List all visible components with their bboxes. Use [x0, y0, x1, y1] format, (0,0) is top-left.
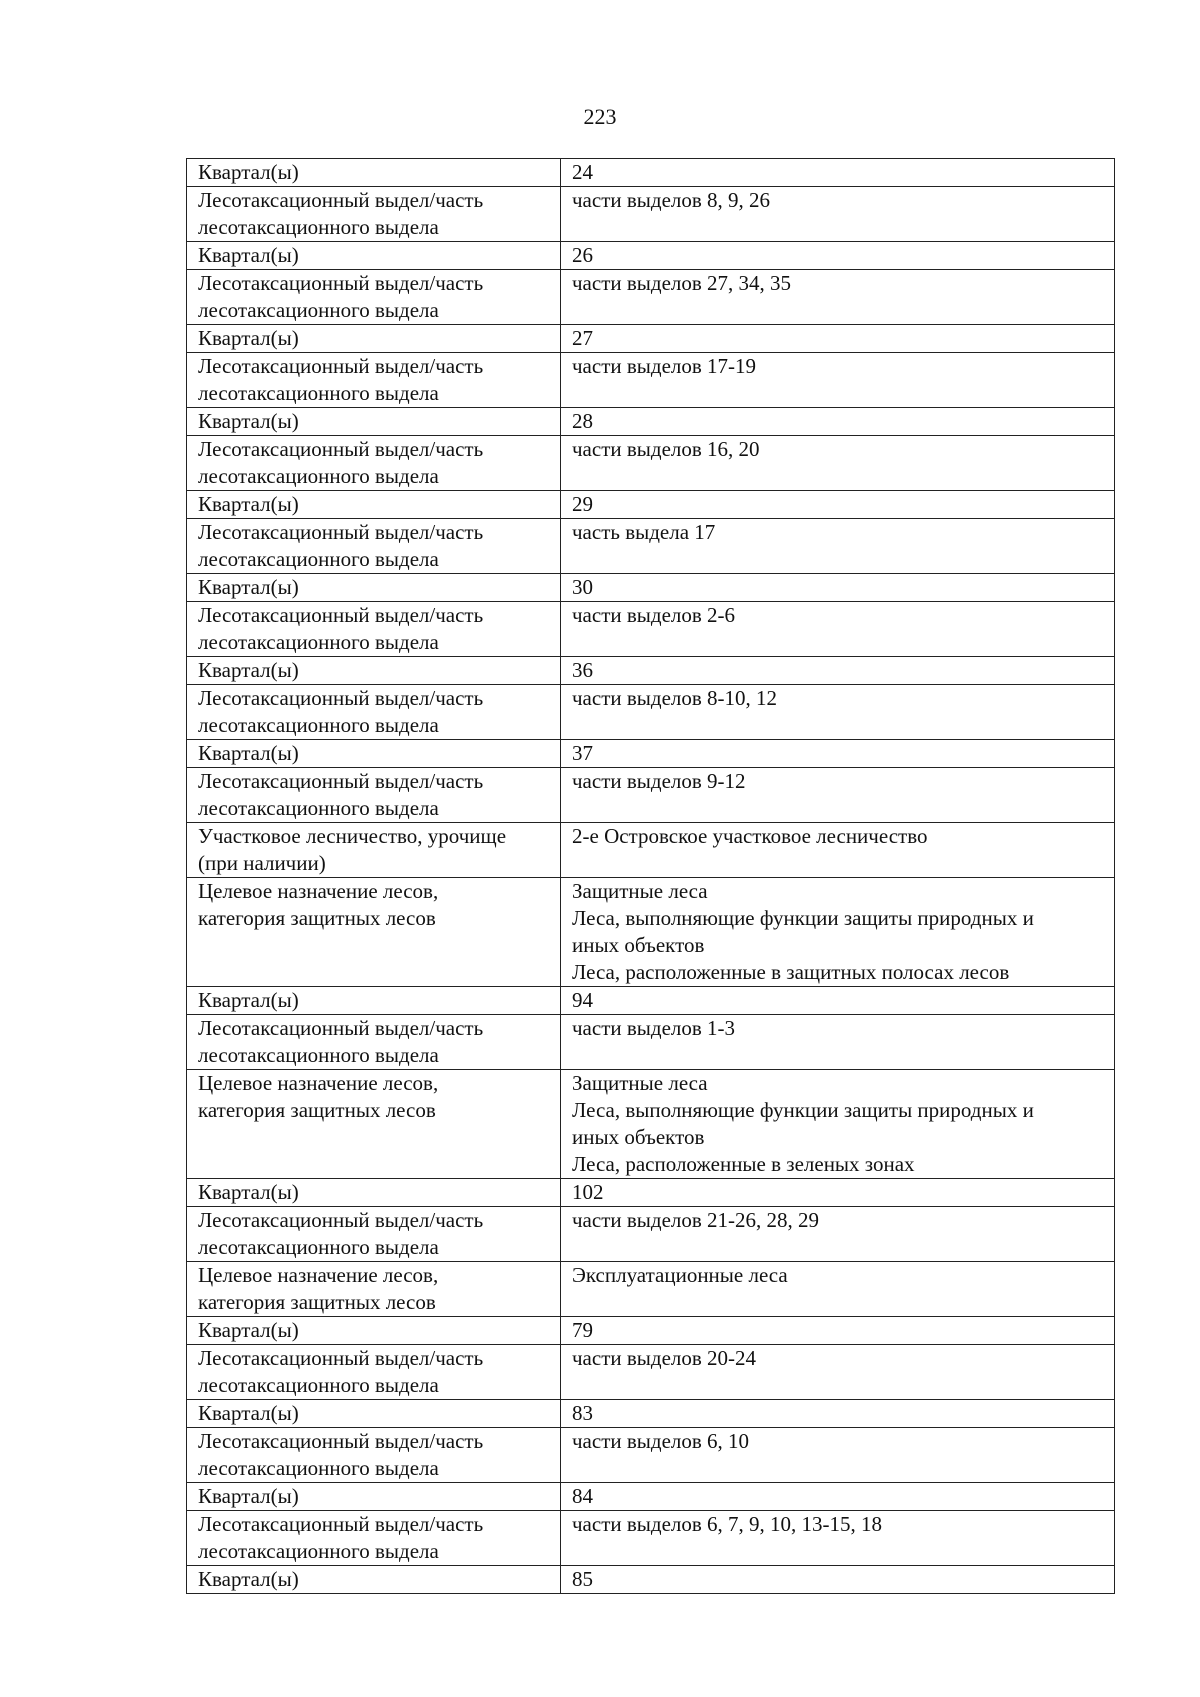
row-label-line: Лесотаксационный выдел/часть [198, 1429, 484, 1453]
row-label-cell [187, 657, 561, 685]
row-value-line: 29 [572, 492, 593, 516]
row-value-cell [561, 159, 1115, 187]
row-label-line: лесотаксационного выдела [198, 630, 439, 654]
row-value-cell [561, 1400, 1115, 1428]
row-value-cell [561, 685, 1115, 740]
table-row [187, 987, 1115, 1015]
row-label-line: Квартал(ы) [198, 160, 299, 184]
row-value-line: 83 [572, 1401, 593, 1425]
row-value-line: 24 [572, 160, 593, 184]
table-row [187, 657, 1115, 685]
row-value-line: части выделов 1-3 [572, 1016, 736, 1040]
forest-parcels-table [186, 158, 1115, 1594]
row-label-cell [187, 1345, 561, 1400]
row-value-cell [561, 657, 1115, 685]
table-row [187, 1345, 1115, 1400]
row-value-cell [561, 408, 1115, 436]
row-value-line: Леса, выполняющие функции защиты природных и [572, 1098, 1034, 1122]
row-value-line: 85 [572, 1567, 593, 1591]
row-value-line: 28 [572, 409, 593, 433]
row-value-cell [561, 1070, 1115, 1179]
row-value-cell [561, 242, 1115, 270]
row-value-line: 37 [572, 741, 593, 765]
row-label-line: лесотаксационного выдела [198, 796, 439, 820]
table-row [187, 602, 1115, 657]
row-label-cell [187, 270, 561, 325]
row-label-cell [187, 740, 561, 768]
table-row [187, 1317, 1115, 1345]
table-row [187, 823, 1115, 878]
row-value-cell [561, 519, 1115, 574]
row-label-line: Квартал(ы) [198, 658, 299, 682]
row-label-line: категория защитных лесов [198, 1098, 436, 1122]
row-label-line: Лесотаксационный выдел/часть [198, 437, 484, 461]
table-row [187, 1262, 1115, 1317]
row-label-cell [187, 436, 561, 491]
row-value-line: части выделов 2-6 [572, 603, 736, 627]
table-row [187, 353, 1115, 408]
row-label-line: лесотаксационного выдела [198, 1235, 439, 1259]
row-label-line: Квартал(ы) [198, 988, 299, 1012]
row-label-line: Квартал(ы) [198, 1484, 299, 1508]
row-value-cell [561, 1179, 1115, 1207]
row-value-cell [561, 878, 1115, 987]
table-row [187, 1483, 1115, 1511]
row-value-line: иных объектов [572, 1125, 705, 1149]
row-value-line: 27 [572, 326, 593, 350]
row-label-cell [187, 1400, 561, 1428]
row-value-line: Защитные леса [572, 1071, 708, 1095]
row-label-line: Лесотаксационный выдел/часть [198, 769, 484, 793]
table-row [187, 1566, 1115, 1594]
row-label-cell [187, 574, 561, 602]
table-row [187, 1015, 1115, 1070]
row-value-line: части выделов 9-12 [572, 769, 746, 793]
table-row [187, 1207, 1115, 1262]
row-label-line: Квартал(ы) [198, 1318, 299, 1342]
row-label-line: лесотаксационного выдела [198, 298, 439, 322]
row-label-cell [187, 1566, 561, 1594]
row-value-cell [561, 1428, 1115, 1483]
row-label-line: категория защитных лесов [198, 906, 436, 930]
row-value-line: части выделов 8, 9, 26 [572, 188, 771, 212]
row-value-line: 26 [572, 243, 593, 267]
table-row [187, 740, 1115, 768]
row-label-cell [187, 823, 561, 878]
table-row [187, 491, 1115, 519]
row-label-cell [187, 242, 561, 270]
row-label-line: Целевое назначение лесов, [198, 1071, 439, 1095]
row-label-line: Квартал(ы) [198, 741, 299, 765]
table-row [187, 1428, 1115, 1483]
row-label-cell [187, 1179, 561, 1207]
row-value-line: части выделов 27, 34, 35 [572, 271, 792, 295]
table-row [187, 1070, 1115, 1179]
row-label-cell [187, 353, 561, 408]
row-label-cell [187, 685, 561, 740]
row-value-line: части выделов 21-26, 28, 29 [572, 1208, 820, 1232]
table-row [187, 1400, 1115, 1428]
row-label-line: Лесотаксационный выдел/часть [198, 520, 484, 544]
row-label-line: Квартал(ы) [198, 492, 299, 516]
row-label-line: Целевое назначение лесов, [198, 879, 439, 903]
row-value-line: части выделов 6, 7, 9, 10, 13-15, 18 [572, 1512, 883, 1536]
row-label-line: Лесотаксационный выдел/часть [198, 271, 484, 295]
row-label-cell [187, 1262, 561, 1317]
row-label-cell [187, 1015, 561, 1070]
row-value-line: части выделов 20-24 [572, 1346, 757, 1370]
row-value-line: Леса, расположенные в защитных полосах лесов [572, 960, 1010, 984]
row-value-cell [561, 1345, 1115, 1400]
row-label-line: Квартал(ы) [198, 1567, 299, 1591]
row-value-line: 84 [572, 1484, 593, 1508]
row-label-line: Квартал(ы) [198, 243, 299, 267]
row-value-line: 102 [572, 1180, 604, 1204]
row-label-cell [187, 408, 561, 436]
row-value-line: части выделов 6, 10 [572, 1429, 750, 1453]
table-row [187, 574, 1115, 602]
table-row [187, 408, 1115, 436]
table-row [187, 685, 1115, 740]
row-label-line: Лесотаксационный выдел/часть [198, 1346, 484, 1370]
page-number: 223 [583, 104, 617, 129]
row-label-line: лесотаксационного выдела [198, 1373, 439, 1397]
row-label-cell [187, 1511, 561, 1566]
row-label-cell [187, 325, 561, 353]
row-value-line: 94 [572, 988, 593, 1012]
row-label-line: Квартал(ы) [198, 326, 299, 350]
row-label-line: Лесотаксационный выдел/часть [198, 1208, 484, 1232]
row-label-line: Лесотаксационный выдел/часть [198, 686, 484, 710]
row-value-cell [561, 1566, 1115, 1594]
row-value-line: части выделов 17-19 [572, 354, 757, 378]
row-value-cell [561, 574, 1115, 602]
row-label-cell [187, 1207, 561, 1262]
row-label-line: лесотаксационного выдела [198, 1539, 439, 1563]
row-label-line: Целевое назначение лесов, [198, 1263, 439, 1287]
row-value-line: Леса, выполняющие функции защиты природных и [572, 906, 1034, 930]
table-row [187, 878, 1115, 987]
row-value-line: Леса, расположенные в зеленых зонах [572, 1152, 915, 1176]
row-label-line: Лесотаксационный выдел/часть [198, 603, 484, 627]
row-value-line: Защитные леса [572, 879, 708, 903]
row-label-line: Лесотаксационный выдел/часть [198, 188, 484, 212]
row-value-line: части выделов 16, 20 [572, 437, 760, 461]
row-label-cell [187, 159, 561, 187]
table-row [187, 270, 1115, 325]
row-label-line: лесотаксационного выдела [198, 215, 439, 239]
row-value-line: 79 [572, 1318, 593, 1342]
row-value-cell [561, 740, 1115, 768]
row-label-cell [187, 519, 561, 574]
row-label-line: лесотаксационного выдела [198, 713, 439, 737]
row-label-line: лесотаксационного выдела [198, 464, 439, 488]
row-label-cell [187, 187, 561, 242]
row-label-line: Квартал(ы) [198, 409, 299, 433]
row-value-cell [561, 1015, 1115, 1070]
row-label-cell [187, 987, 561, 1015]
row-value-cell [561, 1483, 1115, 1511]
row-label-cell [187, 602, 561, 657]
row-value-line: 2-е Островское участковое лесничество [572, 824, 928, 848]
row-label-cell [187, 491, 561, 519]
row-value-cell [561, 768, 1115, 823]
row-value-line: 30 [572, 575, 593, 599]
row-value-cell [561, 1207, 1115, 1262]
row-value-line: часть выдела 17 [572, 520, 716, 544]
row-value-cell [561, 987, 1115, 1015]
table-row [187, 436, 1115, 491]
row-label-line: Участковое лесничество, урочище [198, 824, 507, 848]
row-label-line: лесотаксационного выдела [198, 1456, 439, 1480]
row-label-line: Квартал(ы) [198, 1180, 299, 1204]
row-label-cell [187, 1070, 561, 1179]
row-value-line: Эксплуатационные леса [572, 1263, 788, 1287]
row-value-line: 36 [572, 658, 593, 682]
row-label-cell [187, 1483, 561, 1511]
table-row [187, 242, 1115, 270]
table-row [187, 325, 1115, 353]
row-value-cell [561, 1317, 1115, 1345]
row-value-cell [561, 491, 1115, 519]
row-value-cell [561, 325, 1115, 353]
row-value-cell [561, 823, 1115, 878]
row-label-cell [187, 768, 561, 823]
row-value-cell [561, 436, 1115, 491]
table-row [187, 159, 1115, 187]
row-label-line: Лесотаксационный выдел/часть [198, 1512, 484, 1536]
row-label-line: категория защитных лесов [198, 1290, 436, 1314]
row-value-cell [561, 602, 1115, 657]
row-value-cell [561, 270, 1115, 325]
row-value-cell [561, 1262, 1115, 1317]
row-label-cell [187, 878, 561, 987]
row-label-line: Лесотаксационный выдел/часть [198, 1016, 484, 1040]
table-row [187, 1511, 1115, 1566]
row-label-line: лесотаксационного выдела [198, 547, 439, 571]
row-label-cell [187, 1428, 561, 1483]
row-label-cell [187, 1317, 561, 1345]
row-value-cell [561, 187, 1115, 242]
table-row [187, 519, 1115, 574]
table-body [187, 159, 1115, 1594]
table-row [187, 768, 1115, 823]
row-label-line: лесотаксационного выдела [198, 1043, 439, 1067]
row-label-line: Квартал(ы) [198, 1401, 299, 1425]
row-label-line: Лесотаксационный выдел/часть [198, 354, 484, 378]
row-label-line: Квартал(ы) [198, 575, 299, 599]
row-value-cell [561, 1511, 1115, 1566]
table-row [187, 187, 1115, 242]
row-value-cell [561, 353, 1115, 408]
table-row [187, 1179, 1115, 1207]
row-value-line: части выделов 8-10, 12 [572, 686, 778, 710]
row-value-line: иных объектов [572, 933, 705, 957]
row-label-line: лесотаксационного выдела [198, 381, 439, 405]
row-label-line: (при наличии) [198, 851, 326, 875]
